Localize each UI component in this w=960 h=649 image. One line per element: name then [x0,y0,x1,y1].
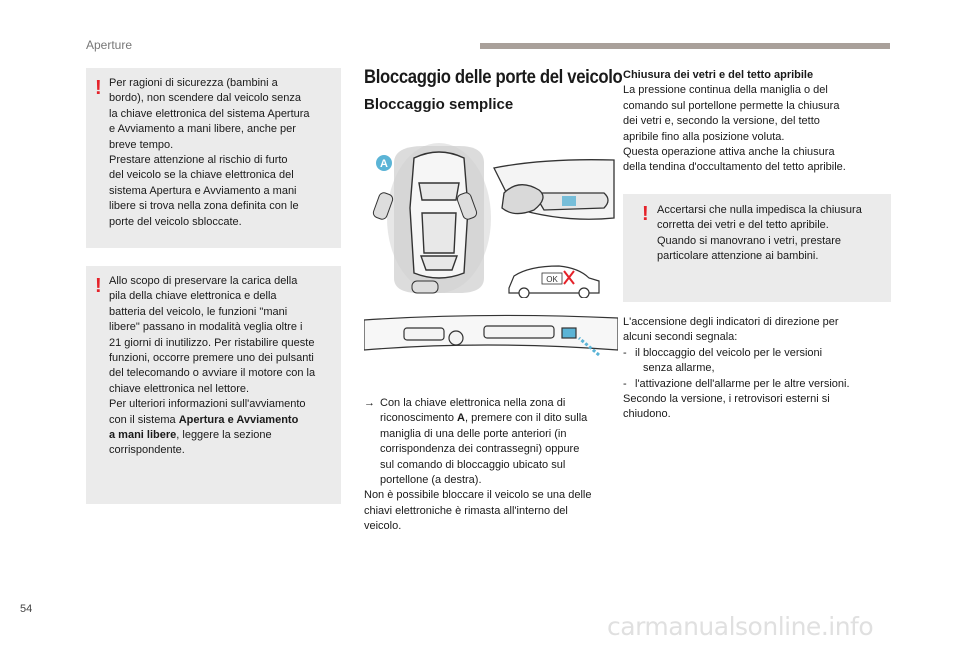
dash-bullet: - [623,346,627,359]
section-header-label: Aperture [86,38,133,52]
note-line: del telecomando o avviare il motore con la [109,367,316,380]
callout-a-label: A [380,158,388,170]
step-text: , premere con il dito sulla [465,412,588,425]
exclamation-icon: ! [642,203,649,225]
indicators-section [623,315,893,423]
body-line: L'accensione degli indicatori di direzione per [623,316,839,328]
note-bold-text: Apertura e Avviamento [178,413,299,426]
note-line [109,428,341,443]
step-text: riconoscimento [380,412,458,425]
warning-note-battery [86,266,341,504]
step-line [364,396,614,411]
note-line: particolare attenzione ai bambini. [657,250,819,263]
ok-badge-label: OK [546,275,558,284]
car-top-view [410,152,468,278]
step-line [364,411,614,426]
list-item [623,346,893,361]
note-line: libere si trova nella zona definita con le [109,200,299,213]
note-text-span: con il sistema [109,413,179,426]
note-line [109,413,341,428]
body-line: Questa operazione attiva anche la chiusura [623,146,835,159]
list-item-continuation: senza allarme, [643,362,715,375]
body-line: Non è possibile bloccare il veicolo se una delle [364,489,592,502]
exclamation-icon: ! [95,275,102,297]
note-line: del veicolo se la chiave elettronica del [109,169,294,182]
note-line: Per ulteriori informazioni sull'avviamento [109,398,306,411]
step-line: portellone (a destra). [380,474,482,487]
note-line: corrispondente. [109,444,185,457]
door-handle-illustration [494,160,614,220]
watermark: carmanualsonline.info [607,612,874,641]
body-line: della tendina d'occultamento del tetto apribile. [623,161,846,174]
step-line: sul comando di bloccaggio ubicato sul [380,458,566,471]
procedure-text [364,396,614,535]
touch-zone-marker [562,196,576,206]
subsection-title: Bloccaggio semplice [364,96,514,113]
body-line: chiudono. [623,408,671,421]
warning-note-safety [86,68,341,248]
body-line: La pressione continua della maniglia o del [623,84,828,97]
dash-bullet: - [623,377,627,390]
note-line: Prestare attenzione al rischio di furto [109,154,288,167]
body-line: veicolo. [364,520,402,533]
arrow-bullet-icon: → [364,397,375,409]
note-line: breve tempo. [109,138,174,151]
note-line: la chiave elettronica del sistema Apertura [109,107,310,120]
warning-note-windows [623,194,891,302]
body-line: dei vetri e, secondo la versione, del tetto [623,115,820,128]
note-line: Quando si manovrano i vetri, prestare [657,234,842,247]
windows-heading: Chiusura dei vetri e del tetto apribile [623,69,814,81]
note-line: Allo scopo di preservare la carica della [109,275,298,287]
note-line: batteria del veicolo, le funzioni "mani [109,305,288,318]
body-line: apribile fino alla posizione voluta. [623,130,785,143]
note-line: funzioni, occorre premere uno dei pulsanti [109,352,314,365]
note-line: Accertarsi che nulla impedisca la chiusura [657,204,862,216]
body-line: chiavi elettroniche è rimasta all'interno del [364,504,568,517]
note-line: e Avviamento a mani libere, anche per [109,123,296,136]
step-line: maniglia di una delle porte anteriori (in [380,427,567,440]
step-text: Con la chiave elettronica nella zona di [380,397,566,409]
body-line: comando sul portellone permette la chiusura [623,99,840,112]
warning-note-text [657,203,889,265]
note-line: 21 giorni di inutilizzo. Per ristabilire queste [109,336,315,349]
note-line: pila della chiave elettronica e della [109,290,277,303]
note-line: Per ragioni di sicurezza (bambini a [109,77,278,89]
page-number: 54 [20,603,33,615]
step-bold: A [457,412,465,425]
note-line: libere" passano in modalità veglia oltre i [109,321,303,334]
warning-note-text [109,274,341,459]
note-line: sistema Apertura e Avviamento a mani [109,184,297,197]
body-line: Secondo la versione, i retrovisori esterni si [623,393,830,406]
car-top-view-illustration [364,138,618,298]
list-text: il bloccaggio del veicolo per le versioni [635,346,823,359]
tailgate-illustration [364,310,618,390]
note-bold-text: a mani libere [109,429,177,442]
note-line: bordo), non scendere dal veicolo senza [109,92,302,105]
section-title: Bloccaggio delle porte del veicolo [364,67,623,88]
note-text-span: , leggere la sezione [176,429,272,442]
body-line: alcuni secondi segnala: [623,331,738,344]
step-line: corrispondenza dei contrassegni) oppure [380,443,580,456]
list-item [623,377,893,392]
windows-closing-section [623,68,893,176]
exclamation-icon: ! [95,77,102,99]
warning-note-text [109,76,339,230]
note-line: corretta dei vetri e del tetto apribile. [657,219,829,232]
note-line: porte del veicolo sbloccate. [109,215,242,228]
list-text: l'attivazione dell'allarme per le altre versioni. [635,377,850,390]
section-header-bar [480,43,890,49]
note-line: chiave elettronica nel lettore. [109,382,250,395]
